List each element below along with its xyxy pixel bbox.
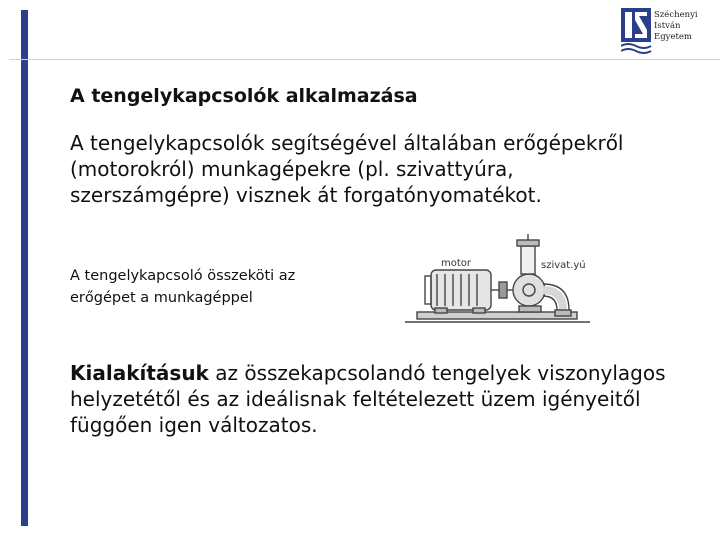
design-paragraph [70,360,680,438]
diagram-caption: A tengelykapcsoló összeköti az erőgépet a munkagéppel [70,268,296,306]
pump-label: szivat.yú [541,260,586,271]
design-paragraph-bold: Kialakításuk [70,361,209,385]
slide-title: A tengelykapcsolók alkalmazása [70,85,418,107]
logo-line-2: István [654,21,681,31]
motor-label: motor [441,258,472,269]
logo-line-1: Széchenyi [654,10,698,20]
design-paragraph-rest: az összekapcsolandó tengelyek viszonylagos helyzetétől és az ideálisnak feltételezett üzem igényeitől függően igen változatos. [70,361,666,437]
left-accent-bar [21,10,28,526]
logo-text [654,10,698,43]
motor-pump-diagram [395,232,595,335]
logo-line-3: Egyetem [654,32,692,42]
intro-paragraph: A tengelykapcsolók segítségével általában erőgépekről (motorokról) munkagépekre (pl. szivattyúra, szerszámgépre) visznek át forgatónyomatékot. [70,131,624,207]
header-divider [9,59,720,60]
